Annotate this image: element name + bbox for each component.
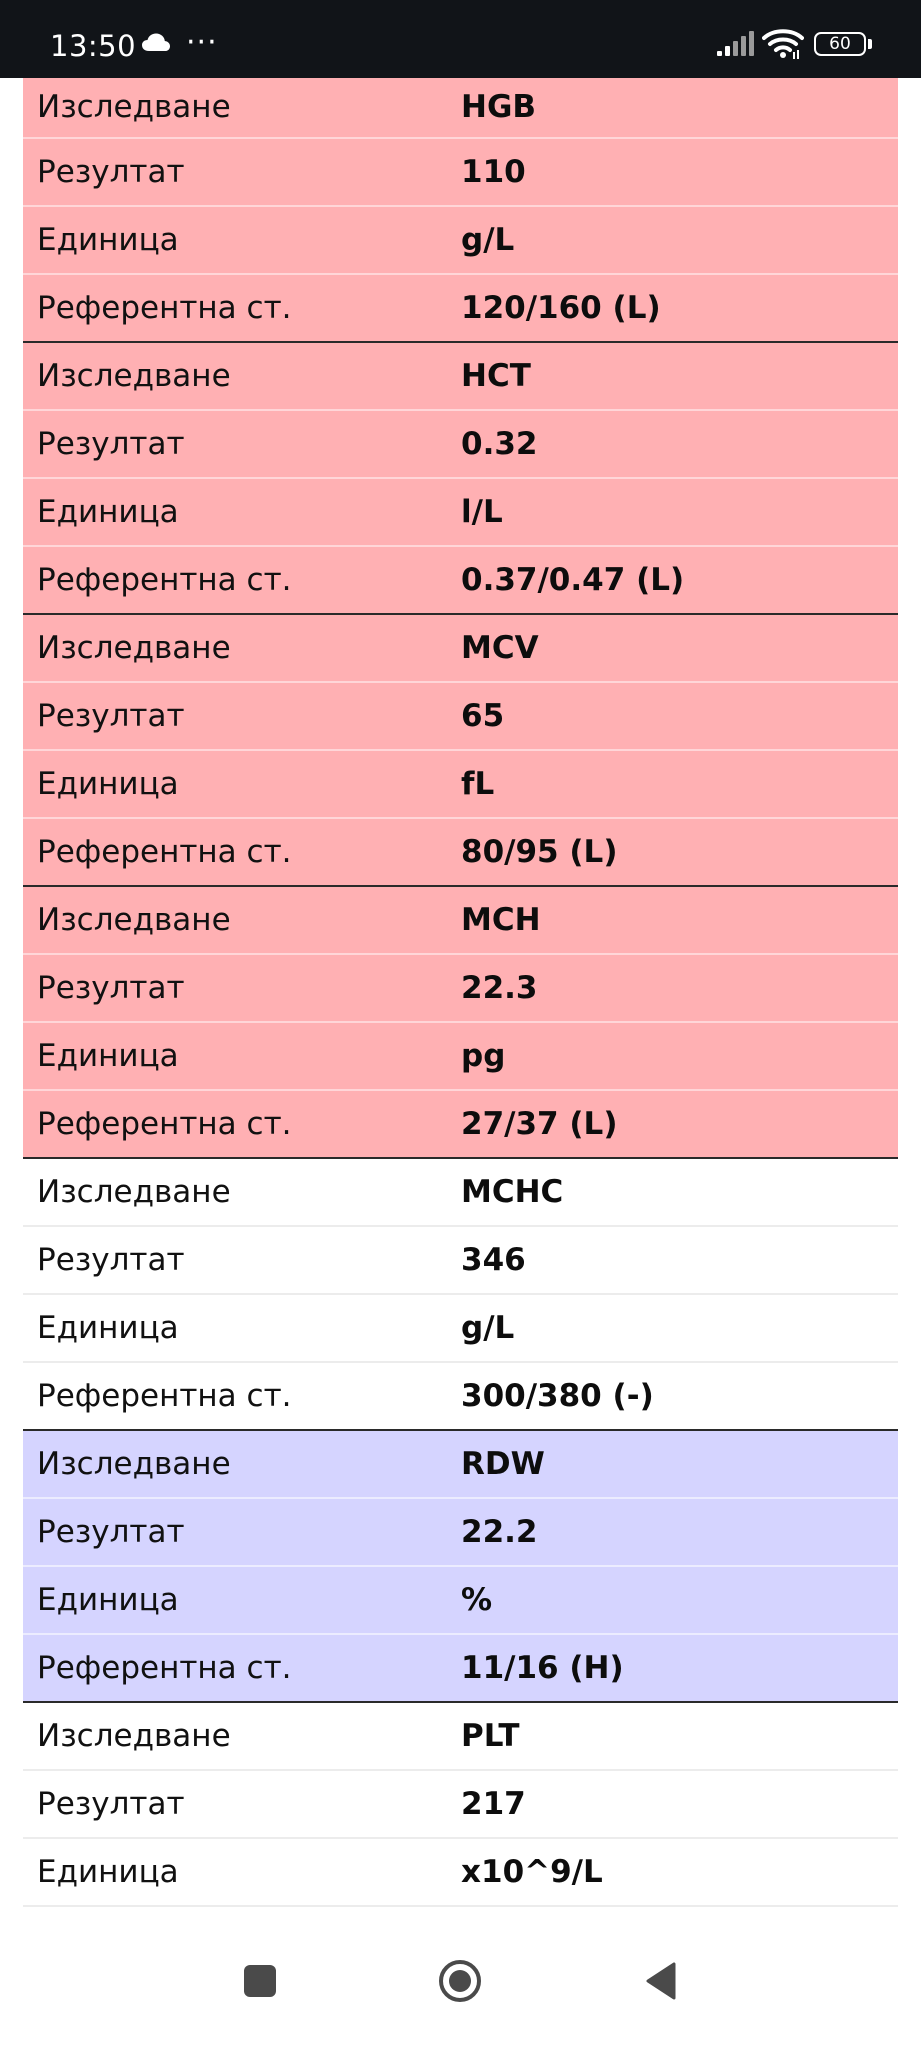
table-row (23, 1567, 898, 1635)
row-value: 27/37 (L) (461, 1106, 618, 1142)
row-label: Изследване (37, 1446, 231, 1482)
table-row (23, 683, 898, 751)
row-value: 11/16 (H) (461, 1650, 624, 1686)
row-value: g/L (461, 222, 515, 258)
row-value: g/L (461, 1310, 515, 1346)
signal-icon (716, 31, 754, 61)
row-value: PLT (461, 1718, 520, 1754)
row-label: Изследване (37, 358, 231, 394)
table-row (23, 615, 898, 683)
row-label: Резултат (37, 1242, 185, 1278)
row-value: 0.32 (461, 426, 538, 462)
row-value: 120/160 (L) (461, 290, 661, 326)
cloud-icon (141, 32, 171, 56)
table-row (23, 955, 898, 1023)
wifi-icon (762, 28, 804, 64)
row-label: Единица (37, 222, 179, 258)
row-label: Изследване (37, 1718, 231, 1754)
row-label: Резултат (37, 426, 185, 462)
row-label: Изследване (37, 630, 231, 666)
row-value: fL (461, 766, 495, 802)
row-value: 65 (461, 698, 505, 734)
row-label: Единица (37, 1310, 179, 1346)
table-row (23, 479, 898, 547)
row-label: Резултат (37, 154, 185, 190)
row-value: 110 (461, 154, 526, 190)
table-row (23, 1771, 898, 1839)
row-value: l/L (461, 494, 503, 530)
status-time: 13:50 (50, 29, 137, 63)
status-bar (0, 0, 921, 78)
row-label: Изследване (37, 89, 231, 125)
row-value: MCV (461, 630, 539, 666)
table-row (23, 547, 898, 615)
row-value: MCHC (461, 1174, 564, 1210)
row-label: Изследване (37, 902, 231, 938)
row-value: % (461, 1582, 493, 1618)
row-label: Резултат (37, 1786, 185, 1822)
row-label: Референтна ст. (37, 834, 292, 870)
table-row (23, 819, 898, 887)
table-row (23, 1091, 898, 1159)
row-label: Референтна ст. (37, 562, 292, 598)
table-row (23, 1363, 898, 1431)
table-row (23, 1023, 898, 1091)
back-button[interactable] (645, 1962, 677, 2004)
table-row (23, 411, 898, 479)
table-row (23, 1703, 898, 1771)
navigation-bar (0, 1934, 921, 2048)
table-row (23, 751, 898, 819)
home-button[interactable] (437, 1958, 483, 2008)
row-label: Резултат (37, 970, 185, 1006)
battery-icon (814, 32, 866, 56)
row-label: Референтна ст. (37, 290, 292, 326)
table-row (23, 1839, 898, 1907)
row-label: Референтна ст. (37, 1378, 292, 1414)
row-label: Референтна ст. (37, 1106, 292, 1142)
row-label: Изследване (37, 1174, 231, 1210)
battery-level: 60 (829, 34, 851, 54)
row-value: RDW (461, 1446, 545, 1482)
row-value: HCT (461, 358, 531, 394)
results-table (23, 78, 898, 1907)
row-label: Единица (37, 1854, 179, 1890)
recents-button[interactable] (244, 1965, 276, 1997)
row-value: MCH (461, 902, 541, 938)
row-label: Референтна ст. (37, 1650, 292, 1686)
row-value: 22.2 (461, 1514, 538, 1550)
row-value: 217 (461, 1786, 526, 1822)
table-row (23, 78, 898, 139)
more-notifications-icon: ··· (186, 25, 218, 60)
table-row (23, 1227, 898, 1295)
table-row (23, 1159, 898, 1227)
row-value: x10^9/L (461, 1854, 603, 1890)
table-row (23, 887, 898, 955)
table-row (23, 1635, 898, 1703)
table-row (23, 207, 898, 275)
row-value: 22.3 (461, 970, 538, 1006)
row-value: 300/380 (-) (461, 1378, 654, 1414)
table-row (23, 1295, 898, 1363)
table-row (23, 275, 898, 343)
row-value: HGB (461, 89, 537, 125)
row-value: 80/95 (L) (461, 834, 618, 870)
row-label: Резултат (37, 1514, 185, 1550)
row-label: Единица (37, 494, 179, 530)
battery-tip (868, 39, 872, 49)
table-row (23, 139, 898, 207)
table-row (23, 1499, 898, 1567)
row-value: 0.37/0.47 (L) (461, 562, 685, 598)
table-row (23, 343, 898, 411)
row-value: pg (461, 1038, 506, 1074)
row-label: Единица (37, 1038, 179, 1074)
row-label: Резултат (37, 698, 185, 734)
row-label: Единица (37, 1582, 179, 1618)
row-label: Единица (37, 766, 179, 802)
table-row (23, 1431, 898, 1499)
row-value: 346 (461, 1242, 526, 1278)
